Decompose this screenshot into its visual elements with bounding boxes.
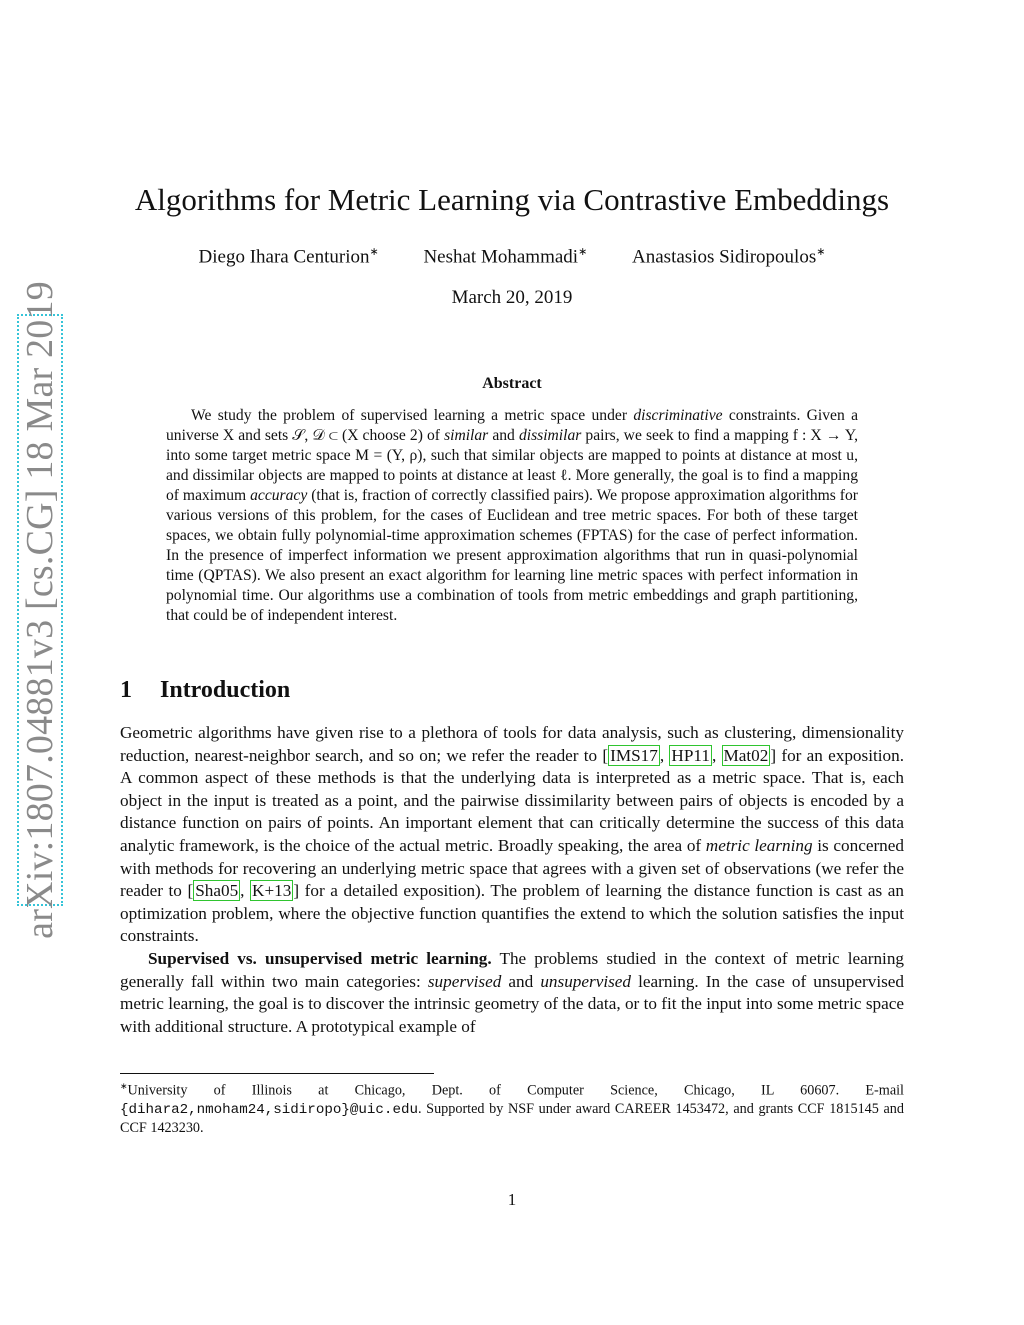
author-list [0, 245, 1024, 268]
citation-mat02[interactable]: Mat02 [723, 745, 769, 765]
citation-hp11[interactable]: HP11 [671, 745, 710, 765]
author-1: Diego Ihara Centurion∗ [198, 246, 379, 268]
section-title: Introduction [160, 677, 291, 703]
intro-paragraph-2: Supervised vs. unsupervised metric learning. The problems studied in the context of metric learning generally fall within two main categories: supervised and unsupervised learning. In the case of unsupervised metric learning, the goal is to discover the intrinsic geometry of the data, or to fit the input into some metric space with additional structure. A prototypical example of [120, 948, 905, 1036]
abstract-heading: Abstract [482, 375, 542, 392]
page-number: 1 [507, 1190, 517, 1209]
section-number: 1 [120, 677, 132, 703]
author-email[interactable]: {dihara2,nmoham24,sidiropo}@uic.edu [120, 1101, 418, 1118]
footnote: ∗University of Illinois at Chicago, Dept. of Computer Science, Chicago, IL 60607. E-mail {dihara2,nmoham24,sidiropo}@uic.edu. Supported by NSF under award CAREER 1453472, and grants CCF 1815145 and CCF 1423230. [120, 1081, 904, 1136]
abstract-body [166, 406, 858, 626]
introduction-body [120, 722, 904, 1038]
section-heading-introduction [120, 677, 290, 704]
author-2: Neshat Mohammadi∗ [423, 246, 588, 268]
publication-date: March 20, 2019 [451, 287, 573, 308]
citation-k13[interactable]: K+13 [252, 881, 292, 901]
intro-paragraph-1: Geometric algorithms have given rise to a plethora of tools for data analysis, such as clustering, dimensionality reduction, nearest-neighbor search, and so on; we refer the reader to [ IMS17 , HP11 , Mat02 ] for an exposition. A common aspect of these methods is that the underlying data is interpreted as a metric space. That is, each object in the input is treated as a point, and the pairwise dissimilarity between pairs of objects is encoded by a distance function on pairs of points. An important element that can critically determine the success of this data analytic framework, is the choice of the actual metric. Broadly speaking, the area of metric learning is concerned with methods for recovering an underlying metric space that agrees with a given set of observations (we refer the reader to [ Sha05 , K+13 ] for a detailed exposition). The problem of learning the distance function is cast as an optimization problem, where the objective function quantifies the extend to which the solution satisfies the input constraints. [120, 723, 905, 946]
abstract-paragraph: We study the problem of supervised learning a metric space under discriminative constraints. Given a universe X and sets 𝒮, 𝒟 ⊂ (X choose 2) of similar and dissimilar pairs, we seek to find a mapping f : X → Y, into some target metric space M = (Y, ρ), such that similar objects are mapped to points at distance at most u, and dissimilar objects are mapped to points at distance at least ℓ. More generally, the goal is to find a mapping of maximum accuracy (that is, fraction of correctly classified pairs). We propose approximation algorithms for various versions of this problem, for the cases of Euclidean and tree metric spaces. For both of these target spaces, we obtain fully polynomial-time approximation schemes (FPTAS) for the case of perfect information. In the presence of imperfect information we present approximation algorithms that run in quasi-polynomial time (QPTAS). We also present an exact algorithm for learning line metric spaces with perfect information in polynomial time. Our algorithms use a combination of tools from metric embeddings and graph partitioning, that could be of independent interest. [166, 407, 859, 624]
footnote-rule [120, 1073, 434, 1074]
citation-sha05[interactable]: Sha05 [195, 881, 239, 901]
citation-ims17[interactable]: IMS17 [610, 745, 658, 765]
arxiv-identifier-stamp[interactable] [17, 281, 63, 939]
paragraph-heading: Supervised vs. unsupervised metric learning. [148, 948, 492, 968]
arxiv-id-text: arXiv:1807.04881v3 [cs.CG] 18 Mar 2019 [19, 281, 61, 939]
paper-title: Algorithms for Metric Learning via Contrastive Embeddings [134, 182, 890, 217]
author-3: Anastasios Sidiropoulos∗ [632, 246, 826, 268]
